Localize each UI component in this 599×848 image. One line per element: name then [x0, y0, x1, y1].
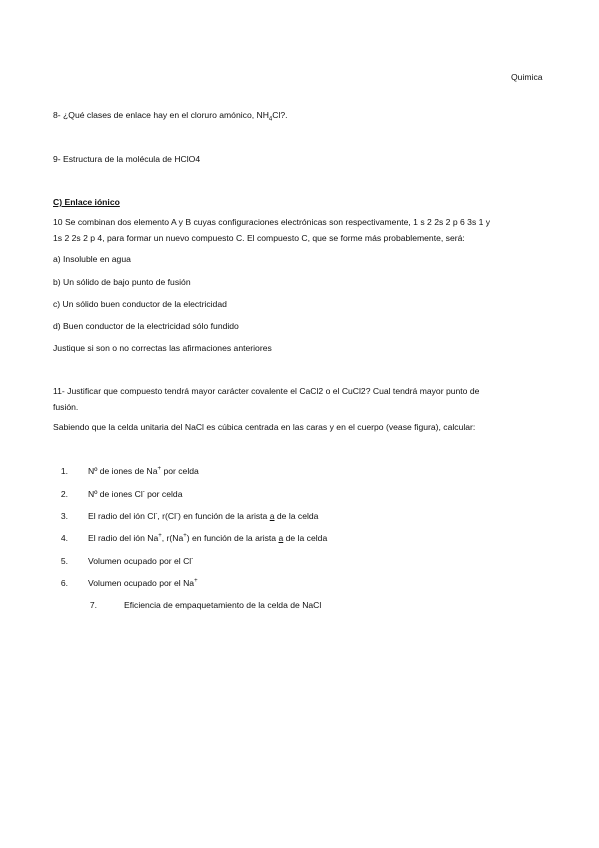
option-c: c) Un sólido buen conductor de la electricidad [53, 299, 227, 309]
question-11-line-1: 11- Justificar que compuesto tendrá mayor carácter covalente el CaCl2 o el CuCl2? Cual tendrá mayor punto de [53, 386, 480, 396]
list-number-2: 2. [60, 489, 68, 499]
justify-instruction: Justique si son o no correctas las afirmaciones anteriores [53, 343, 272, 353]
section-heading-enlace-ionico: C) Enlace iónico [53, 197, 120, 207]
list-number-7: 7. [89, 600, 97, 610]
page-header-subject: Quimica [511, 72, 543, 82]
option-d: d) Buen conductor de la electricidad sólo fundido [53, 321, 239, 331]
list-item-2: Nº de iones Cl- por celda [88, 489, 183, 499]
option-a: a) Insoluble en agua [53, 254, 131, 264]
question-10-line-2: 1s 2 2s 2 p 4, para formar un nuevo compuesto C. El compuesto C, que se forme más probablemente, será: [53, 233, 465, 243]
nacl-cell-intro: Sabiendo que la celda unitaria del NaCl es cúbica centrada en las caras y en el cuerpo (vease figura), calcular: [53, 422, 476, 432]
list-item-4: El radio del ión Na+, r(Na+) en función de la arista a de la celda [88, 533, 328, 543]
question-9: 9- Estructura de la molécula de HClO4 [53, 154, 201, 164]
list-number-1: 1. [60, 466, 68, 476]
list-number-6: 6. [60, 578, 68, 588]
list-item-6: Volumen ocupado por el Na+ [88, 578, 198, 588]
list-item-1: Nº de iones de Na+ por celda [88, 466, 199, 476]
list-number-4: 4. [60, 533, 68, 543]
q8-text: 8- ¿Qué clases de enlace hay en el cloruro amónico, NH [53, 110, 269, 120]
list-item-3: El radio del ión Cl-, r(Cl-) en función de la arista a de la celda [88, 511, 319, 521]
q8-text-end: Cl?. [272, 110, 288, 120]
question-10-line-1: 10 Se combinan dos elemento A y B cuyas configuraciones electrónicas son respectivamente, 1 s 2 2s 2 p 6 3s 1 y [53, 217, 491, 227]
list-number-3: 3. [60, 511, 68, 521]
q8-subscript: 4 [268, 116, 273, 123]
question-8 [53, 109, 288, 121]
list-item-5: Volumen ocupado por el Cl- [88, 556, 194, 566]
question-11-line-2: fusión. [53, 402, 79, 412]
option-b: b) Un sólido de bajo punto de fusión [53, 277, 191, 287]
list-item-7: Eficiencia de empaquetamiento de la celda de NaCl [124, 600, 322, 610]
list-number-5: 5. [60, 556, 68, 566]
